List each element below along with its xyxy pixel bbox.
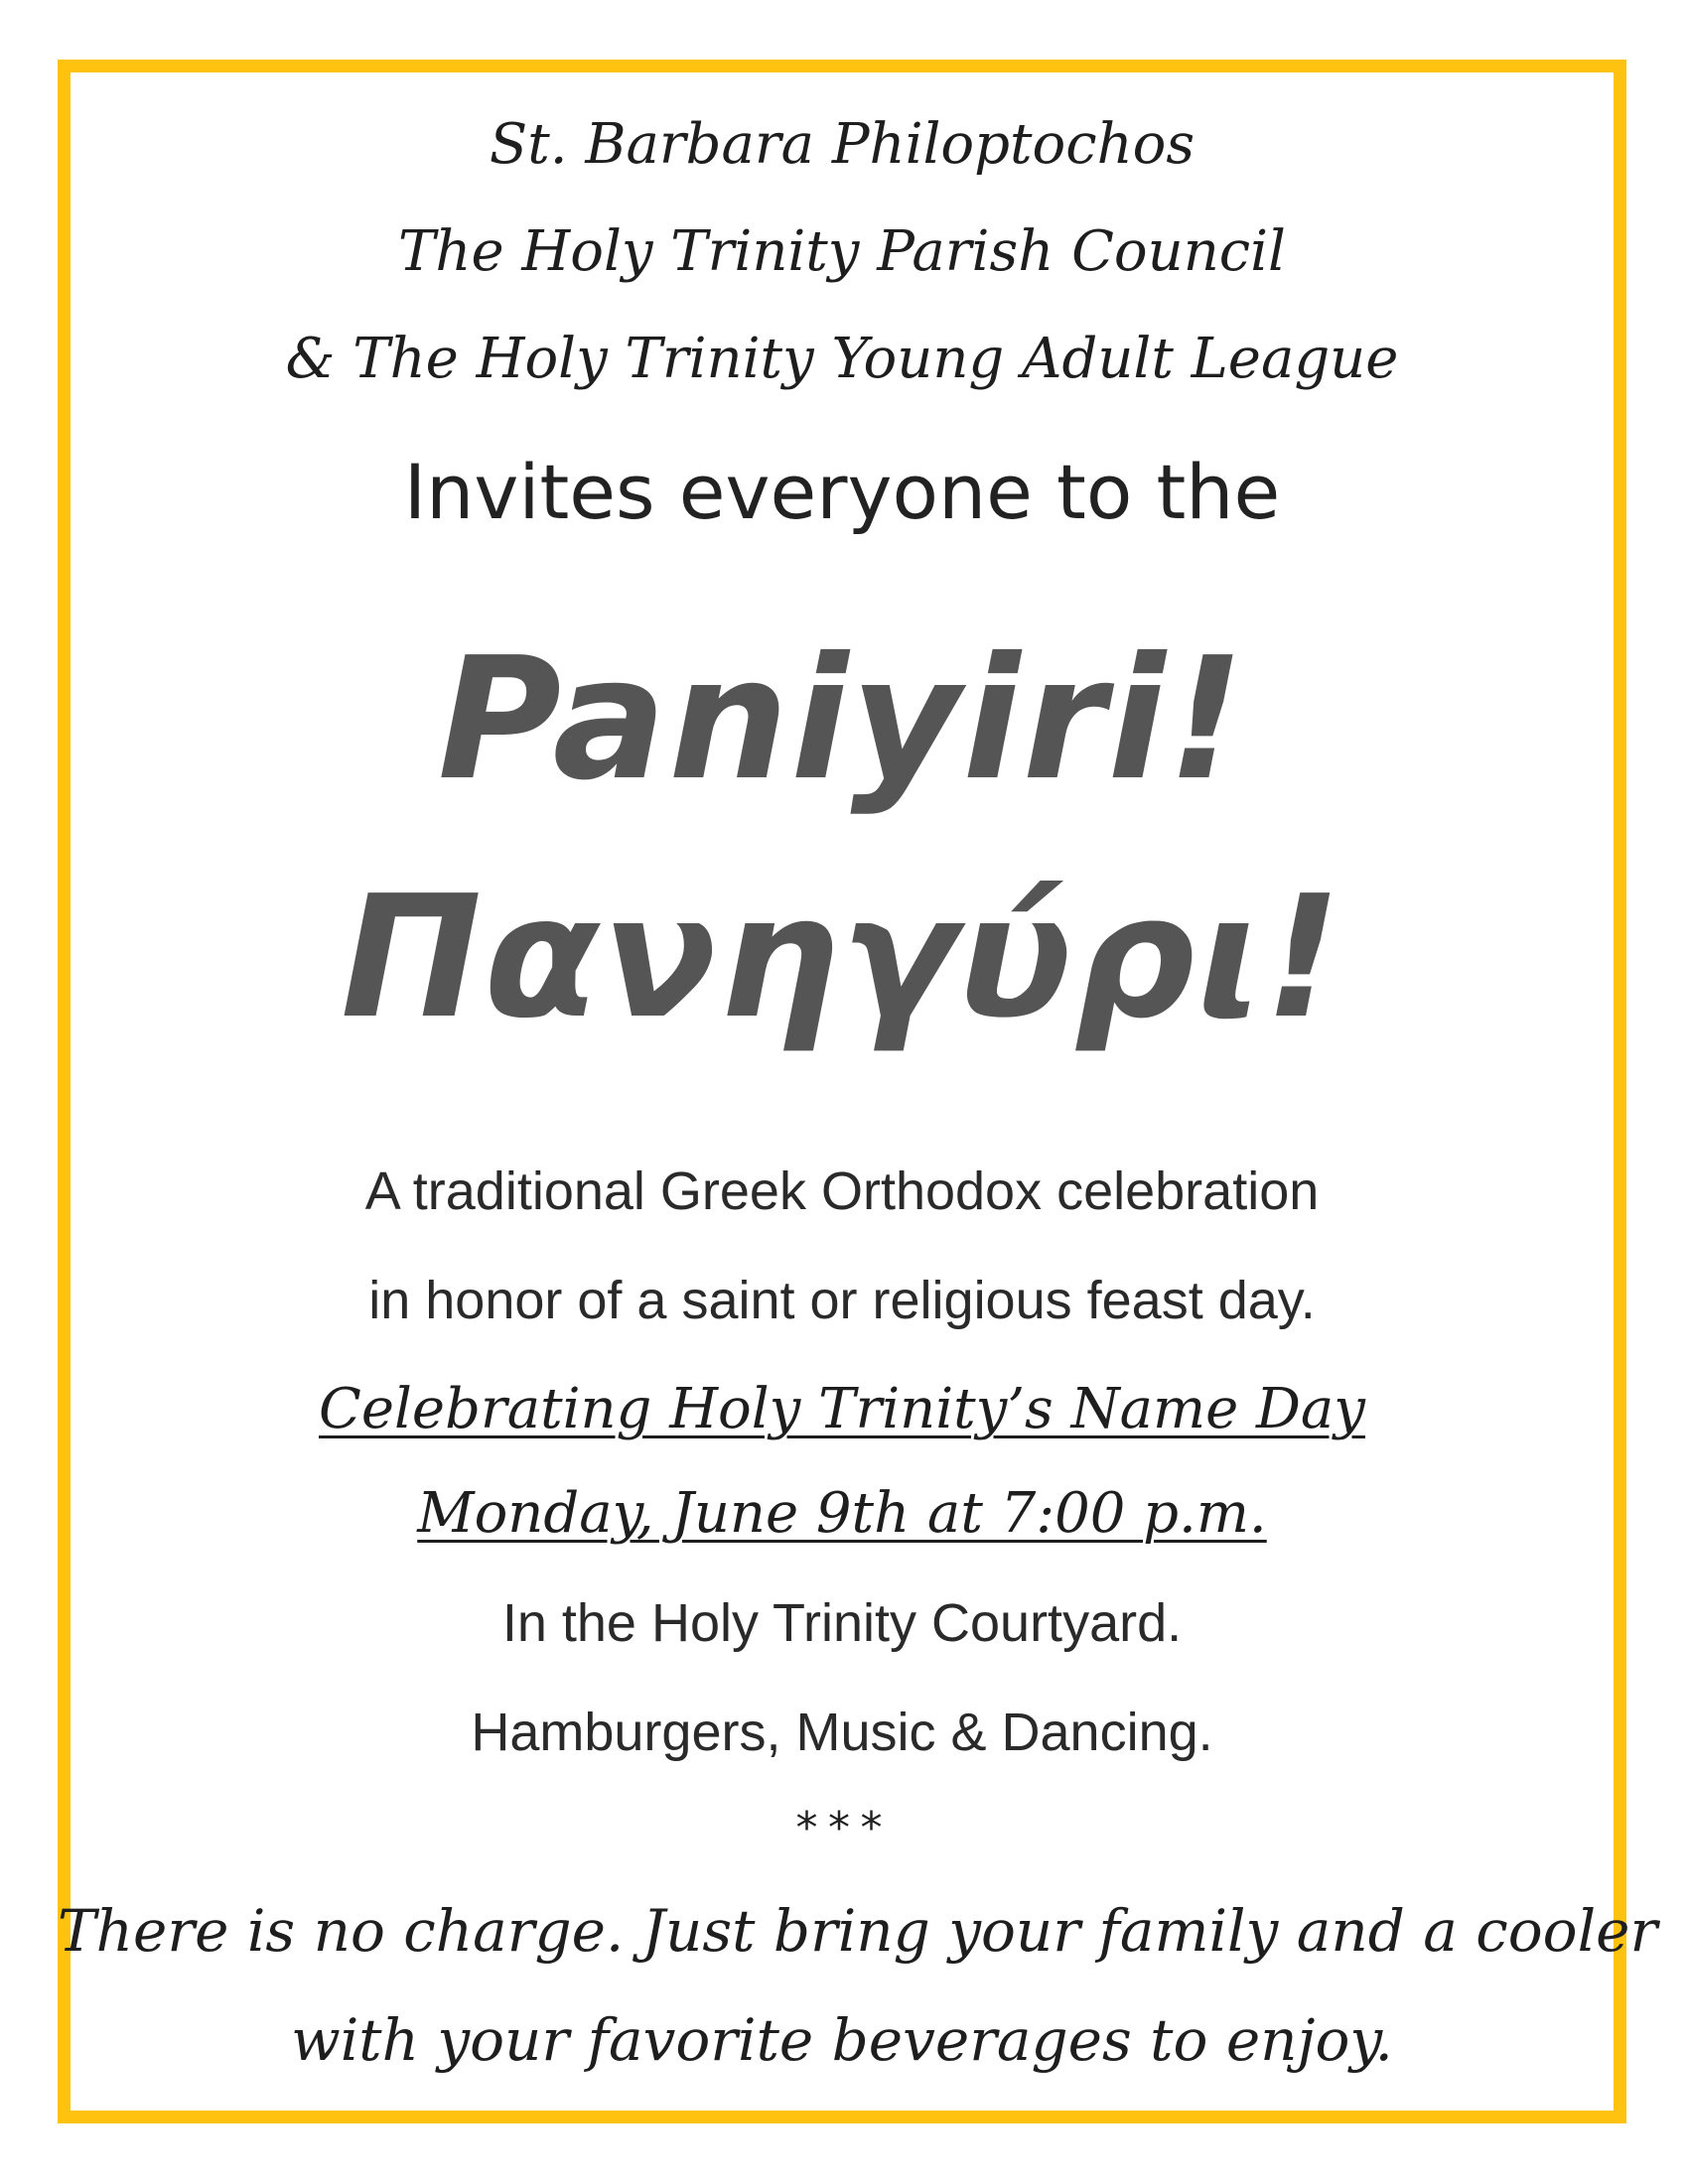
location-line: In the Holy Trinity Courtyard. — [501, 1593, 1183, 1653]
description-line-2: in honor of a saint or religious feast day. — [368, 1271, 1316, 1330]
headline-greek: Πανηγύρι! — [341, 860, 1343, 1056]
date-time-line: Monday, June 9th at 7:00 p.m. — [417, 1481, 1267, 1546]
occasion-line: Celebrating Holy Trinity’s Name Day — [319, 1377, 1365, 1441]
description-line-1: A traditional Greek Orthodox celebration — [364, 1161, 1320, 1221]
host-young-adult-league: & The Holy Trinity Young Adult League — [285, 327, 1399, 391]
invite-line: Invites everyone to the — [403, 448, 1281, 536]
closing-line-2: with your favorite beverages to enjoy. — [291, 2006, 1393, 2074]
host-parish-council: The Holy Trinity Parish Council — [398, 219, 1286, 284]
amenities-line: Hamburgers, Music & Dancing. — [471, 1703, 1213, 1762]
separator: *** — [793, 1803, 891, 1853]
closing-line-1: There is no charge. Just bring your family and a cooler — [58, 1897, 1658, 1965]
host-philoptochos: St. Barbara Philoptochos — [489, 112, 1196, 177]
headline-english: Paniyiri! — [437, 621, 1247, 818]
